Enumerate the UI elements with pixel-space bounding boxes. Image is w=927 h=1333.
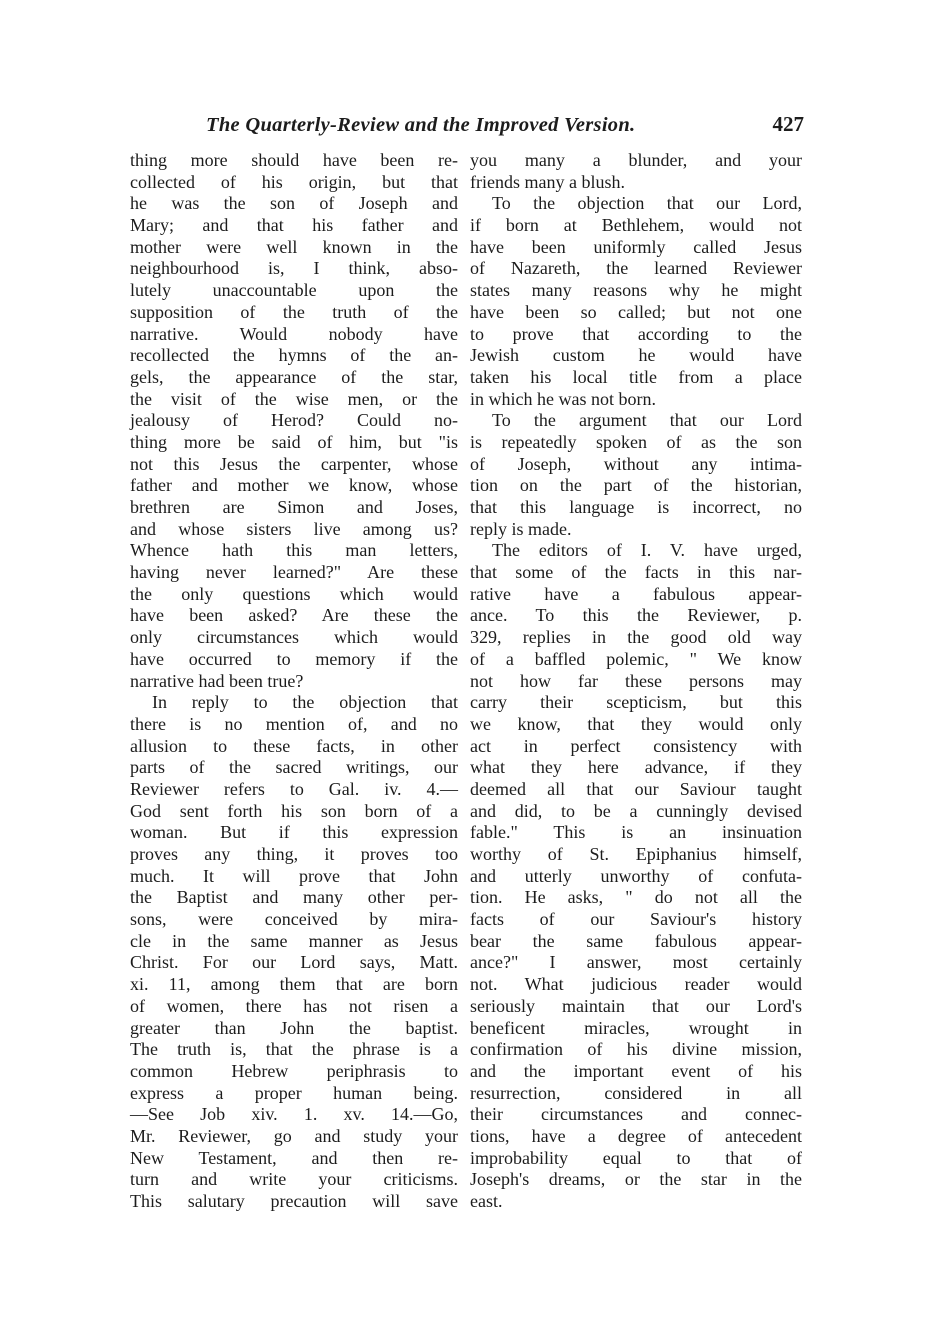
text-line: beneficent miracles, wrought in [470, 1017, 802, 1038]
text-line: neighbourhood is, I think, abso- [130, 258, 458, 279]
text-line: Mary; and that his father and [130, 215, 458, 236]
text-line: the only questions which would [130, 583, 458, 604]
text-line: of Nazareth, the learned Reviewer [470, 258, 802, 279]
text-line: parts of the sacred writings, our [130, 757, 458, 778]
text-line: facts of our Saviour's history [470, 909, 802, 930]
text-line: brethren are Simon and Joses, [130, 497, 458, 517]
text-line: sons, were conceived by mira- [130, 909, 458, 930]
text-line: there is no mention of, and no [130, 713, 458, 734]
text-line: cle in the same manner as Jesus [130, 930, 458, 951]
right-column [470, 150, 802, 1213]
text-line: In reply to the objection that [152, 692, 458, 713]
text-line: To the objection that our Lord, [492, 193, 802, 214]
text-line: common Hebrew periphrasis to [130, 1060, 458, 1081]
text-line: not this Jesus the carpenter, whose [130, 453, 458, 474]
text-line: tion on the part of the historian, [470, 475, 802, 496]
text-line: Reviewer refers to Gal. iv. 4.— [130, 778, 458, 799]
text-line: of Joseph, without any intima- [470, 453, 802, 474]
text-line: thing more should have been re- [130, 150, 458, 170]
text-line: Joseph's dreams, or the star in the [470, 1169, 802, 1190]
text-line: states many reasons why he might [470, 280, 802, 301]
page-number: 427 [772, 112, 804, 136]
text-line: have been so called; but not one [470, 301, 802, 322]
text-line: not. What judicious reader would [470, 974, 802, 995]
text-line: confirmation of his divine mission, [470, 1039, 802, 1060]
text-line: have occurred to memory if the [130, 648, 458, 669]
text-line: not how far these persons may [470, 670, 802, 691]
text-line: God sent forth his son born of a [130, 800, 458, 821]
text-line: greater than John the baptist. [130, 1017, 458, 1038]
text-line: and did, to be a cunningly devised [470, 800, 802, 821]
text-line: collected of his origin, but that [130, 171, 458, 192]
text-line: New Testament, and then re- [130, 1147, 458, 1168]
text-line: only circumstances which would [130, 627, 458, 648]
text-line: woman. But if this expression [130, 822, 458, 843]
text-line: bear the same fabulous appear- [470, 930, 802, 951]
left-column [130, 150, 458, 1213]
text-line: turn and write your criticisms. [130, 1169, 458, 1190]
text-line: east. [470, 1191, 503, 1211]
text-line: taken his local title from a place [470, 366, 802, 387]
text-line: and whose sisters live among us? [130, 518, 458, 539]
text-line: ance. To this the Reviewer, p. [470, 605, 802, 626]
text-line: act in perfect consistency with [470, 735, 802, 756]
text-line: ance?" I answer, most certainly [470, 952, 802, 973]
text-line: the Baptist and many other per- [130, 887, 458, 908]
text-line: have been asked? Are these the [130, 605, 458, 626]
text-line: we know, that they would only [470, 713, 802, 734]
text-line: rative have a fabulous appear- [470, 583, 802, 604]
text-line: if born at Bethlehem, would not [470, 215, 802, 236]
text-line: much. It will prove that John [130, 865, 458, 886]
text-line: 329, replies in the good old way [470, 627, 802, 648]
text-line: is repeatedly spoken of as the son [470, 431, 802, 452]
text-line: lutely unaccountable upon the [130, 280, 458, 301]
text-line: tions, have a degree of antecedent [470, 1125, 802, 1146]
text-line: supposition of the truth of the [130, 301, 458, 322]
text-line: have been uniformly called Jesus [470, 236, 802, 257]
text-line: improbability equal to that of [470, 1147, 802, 1168]
text-line: Mr. Reviewer, go and study your [130, 1125, 458, 1146]
text-line: having never learned?" Are these [130, 562, 458, 583]
text-line: narrative had been true? [130, 670, 304, 691]
text-line: what they here advance, if they [470, 757, 802, 778]
text-line: resurrection, considered in all [470, 1082, 802, 1103]
text-line: mother were well known in the [130, 236, 458, 257]
text-line: that some of the facts in this nar- [470, 562, 802, 583]
text-line: —See Job xiv. 1. xv. 14.—Go, [130, 1104, 458, 1125]
text-line: in which he was not born. [470, 388, 656, 409]
text-line: xi. 11, among them that are born [130, 974, 458, 995]
text-line: friends many a blush. [470, 171, 625, 192]
text-line: allusion to these facts, in other [130, 735, 458, 756]
text-line: thing more be said of him, but "is [130, 431, 458, 452]
text-line: jealousy of Herod? Could no- [130, 410, 458, 431]
text-line: proves any thing, it proves too [130, 844, 458, 864]
text-line: Whence hath this man letters, [130, 540, 458, 561]
text-line: carry their scepticism, but this [470, 692, 802, 713]
text-line: fable." This is an insinuation [470, 822, 802, 843]
text-line: and the important event of his [470, 1060, 802, 1081]
text-line: of a baffled polemic, " We know [470, 648, 802, 669]
text-line: their circumstances and connec- [470, 1104, 802, 1125]
text-line: recollected the hymns of the an- [130, 345, 458, 366]
text-line: the visit of the wise men, or the [130, 388, 458, 409]
text-line: express a proper human being. [130, 1082, 458, 1103]
text-line: Jewish custom he would have [470, 345, 802, 366]
text-line: to prove that according to the [470, 323, 802, 344]
text-line: deemed all that our Saviour taught [470, 778, 802, 799]
text-line: seriously maintain that our Lord's [470, 995, 802, 1016]
text-line: tion. He asks, " do not all the [470, 887, 802, 908]
text-line: worthy of St. Epiphanius himself, [470, 844, 802, 864]
text-line: father and mother we know, whose [130, 475, 458, 496]
text-line: that this language is incorrect, no [470, 497, 802, 517]
text-line: narrative. Would nobody have [130, 323, 458, 344]
text-line: of women, there has not risen a [130, 995, 458, 1016]
text-line: To the argument that our Lord [492, 410, 802, 431]
text-line: you many a blunder, and your [470, 150, 802, 170]
text-line: Christ. For our Lord says, Matt. [130, 952, 458, 973]
running-header [130, 114, 810, 144]
text-line: and utterly unworthy of confuta- [470, 865, 802, 886]
text-line: gels, the appearance of the star, [130, 366, 458, 387]
text-line: The truth is, that the phrase is a [130, 1039, 458, 1060]
text-line: he was the son of Joseph and [130, 193, 458, 214]
running-title: The Quarterly-Review and the Improved Version. [206, 114, 636, 136]
text-line: This salutary precaution will save [130, 1191, 458, 1211]
text-line: reply is made. [470, 518, 572, 539]
text-line: The editors of I. V. have urged, [492, 540, 802, 561]
